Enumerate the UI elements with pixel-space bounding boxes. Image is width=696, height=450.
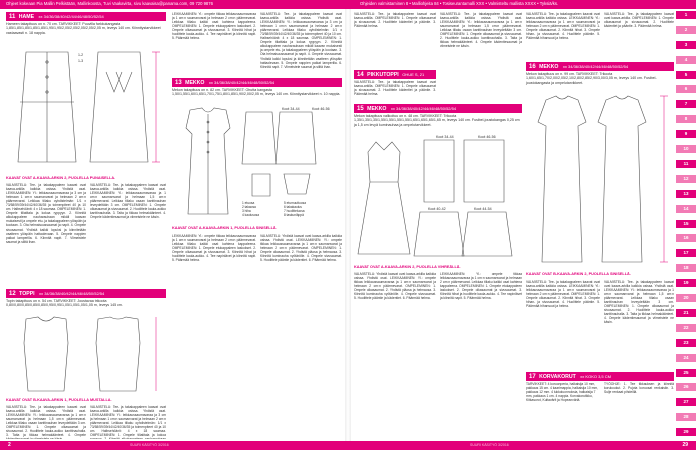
ruler-tab: 25 — [676, 369, 696, 377]
ruler-tab: 1 — [676, 11, 696, 19]
section-14-intro-text: VALMISTELU: Tee- ja takakappaleen kaavat ovat kaava-arkilla. OMPELEMINEN: 1. Ompele olkasaumat ja sivusaumat. 2. Huolittele kädentiet ja pääntie. 3. Päärmää helma. — [354, 12, 436, 29]
svg-text:Koot 44-54: Koot 44-54 — [474, 207, 492, 211]
section-title: PIKKUTOPPI — [367, 72, 399, 78]
section-13-intro-text: LEIKKAAMINEN: Yl.: ompele tikkaa leikkaussaumavaraa ja 1 cm:n saumanvarat ja helmaan 2 cm:n päärmevarat. Leikkaa tiliaku kaikki osat kahtena kappaleena. OMPELEMINEN: 1. Ompele etukappaleen laskokset. 2. Ompele olkasaumat ja sivusaumat. 3. Kiinnitä hihat ja huolittele kaula-aukko. 4. Tee napinlävet ja kiinnitä napit. 5. Päärmää helma. — [172, 12, 256, 41]
section-15-info: Mekon takapituus valikoituu on n. 48 cm. TARVIKKEET: Trikoota 1,35/1,35/1,35/1,55/1,55/1,55/1,55/1,65/1,65/1,65/1,65 m, leveys 140 cm. Fusibel-joustokangas 0,25 cm ja 1,5 cm levyä kuminauhaa ja ompelutarvikkeet. — [354, 114, 520, 127]
legend-item: 6 takakaulus — [284, 205, 302, 209]
legend-item: 8 taskunläppä — [284, 213, 304, 217]
section-16-figure — [526, 92, 674, 270]
section-16-text-col-1: VALMISTELU: Tee- ja takakappaleen kaavat ovat kaava-arkilla kaikkia osissa. LEIKKAAMINEN: Yl.: leikkaussaumavaraa ja 1 cm:n saumanvarat ja helmaan 2 cm:n päärmevarat. OMPELEMINEN: 1. Ompele olkasaumat. 2. Kiinnitä hihat. 3. Ompele hihan- ja sivusaumat. 4. Huolittele pääntie. 5. Päärmää hihansuut ja helma. — [526, 280, 600, 309]
ruler-tab: 29 — [676, 428, 696, 436]
ruler-tab: 12 — [676, 175, 696, 183]
section-number: 12 — [9, 291, 16, 297]
ruler-tab: 7 — [676, 100, 696, 108]
ruler-tab: 27 — [676, 398, 696, 406]
ruler-tab: 13 — [676, 190, 696, 198]
section-13-fold-label: KAAVAT OVAT A-KAAVA-ARKIN 1, PUOLELLA SINISELLÄ. — [172, 226, 277, 230]
ruler-tab: 5 — [676, 71, 696, 79]
section-size-code: OHUE S, 21 — [402, 72, 425, 77]
ruler-tab: 14 — [676, 205, 696, 213]
size-label: Koot 34-44 — [282, 107, 300, 111]
section-14-header — [354, 70, 436, 79]
footer-sub-left: SUURI KÄSITYÖ 3/2016 — [130, 443, 169, 447]
section-title: MEKKO — [185, 80, 205, 86]
section-17-info: TARVIKKEET: 4 koruonperia, halkaisija 10 mm, pakkaus 15 cm. 4 kaarimappia, halkaisija 10 mm, pakkaus 12 mm. 4 lukkoluonnoksia, halkaisija 7 mm, pakkaus 1 cm. 4 nappia. Korvakorutikku, Kitkasorot, Kultavärit ja Hopeanväriä. — [526, 382, 599, 403]
section-size-code: xx KOKO 3,5 CM — [580, 374, 611, 379]
ruler-tab: 3 — [676, 41, 696, 49]
section-number: 11 — [9, 14, 16, 20]
legend-item: 3 hiha — [242, 209, 251, 213]
section-14-text-col-2: VALMISTELU: Tee- ja takakappaleen kaavat ovat kaava-arkilla kaikkia osissa. Yhdistä osat. LEIKKAAMINEN: Yl.: leikkaussaumavaraa ja 1 cm:n saumanvarat ja helmaan 1,5 cm:n päärmevarat. Leikkaa tiliaku osaan kanttinauhan leveydeltään 3 cm. OMPELEMINEN: 1. Ompele olkasaumat ja sivusaumat. 2. Huolittele kaula-aukko kanttinauhalla. 3. Taita ja tikkaa helmakäänteet. 4. Ompele kädentiesaumat ja viimeistele ne käsin. — [440, 12, 522, 49]
section-15-fold-label: KAAVAT OVAT A-KAAVA-ARKIN 2, PUOLELLA VIHREÄLLÄ. — [354, 265, 461, 269]
svg-text:Koot 46-56: Koot 46-56 — [478, 135, 496, 139]
section-16-fold-label: KAAVAT OVAT B-KAAVA-ARKIN 2, PUOLELLA SINISELLÄ. — [526, 272, 631, 276]
ruler-tab: 15 — [676, 220, 696, 228]
svg-text:Koot 40-42: Koot 40-42 — [428, 207, 446, 211]
section-number: 13 — [175, 80, 182, 86]
ruler-tab: 20 — [676, 294, 696, 302]
section-12-info: Topin takapituus on n. 54 cm. TARVIKKEET: Joustavaa trikoota 0,80/0,80/0,85/0,85/0,85/0,95/0,95/1,05/1,05/1,05/1,05 m, leveys 145 cm. — [6, 299, 123, 308]
section-12-fold-label: KAAVAT OVAT B-KAAVA-ARKIN 1, PUOLELLA MUSTALLA. — [6, 398, 112, 402]
ruler-tab: 21 — [676, 309, 696, 317]
ruler-tab: 28 — [676, 413, 696, 421]
section-11-text-col-1: VALMISTELU: Tee- ja takakappaleen kaavat ovat kaava-arkilla kaikkia osissa. Yhdistä osat. LEIKKAAMINEN: Yl.: leikkaussaumavaraa ja 3 cm ja helmaan 1 cm:n saumanvarat ja helmaan 2 cm:n päärmevarat. Leikkaa tiliaku oyhdistelmän: 1/1 x 73/58/59/39/44/42/40/36/35 ja toimenpiteet 40 ja 10 cm. Halbsehöänit: 4 x 18 saumaa. OMPELEMINEN: 1. Ompele tiliatitala ja kokoa ryppyyn. 2. Kiinnitä alkukappaleen nauharauhaan mikäli kaavan mukaisesti ja ompele etu- ja takakappaleen ylöspäin ja kootaan. 3. Ota helmaisuussaumat ja napit. 4. Ompele sivusaumat. Yhdistä kaikki lopuksi ja kiinnitetään vaatteen ylöspäin hattaolevaan. 5. Ompele nappien paikat lamperilla. 6. Kiinnitä napit. 7. Viimeistele saumat ja silitä ihan. — [6, 183, 86, 244]
ruler-tab: 16 — [676, 234, 696, 242]
legend-item: 7 huolitteluosa — [284, 209, 305, 213]
section-16-header — [526, 62, 674, 71]
section-12-header — [6, 289, 166, 298]
section-17-header — [526, 372, 674, 381]
ruler-tab: 10 — [676, 145, 696, 153]
section-11-header — [6, 12, 166, 21]
page-header-bar — [0, 0, 696, 9]
legend-item: 1 etuosa — [242, 201, 255, 205]
section-13-info: Mekon takapituus on n. 82 cm. TARVIKKEET: Ohutta kangasta 1,50/1,55/1,60/1,65/1,70/1,75/1,80/1,85/1,90/2,00/2,05 m, leveys 140 cm. Kiinnitystarvikkeet n. 10 nappia. — [172, 88, 341, 97]
ruler-tab: 18 — [676, 264, 696, 272]
legend-item: 4 kaulusosa — [242, 213, 260, 217]
section-13-intro-text-2: VALMISTELU: Tee- ja takakappaleen kaavat ovat kaava-arkilla kaikkia osissa. Yhdistä osat. LEIKKAAMINEN: Yl.: leikkaussaumavaraa ja 3 cm ja helmaan 1 cm:n saumanvarat ja helmaan 2 cm:n päärmevarat. Leikkaa tiliaku oyhdistelmän: 1/1 x 73/58/59/39/44/42/40/36/35 ja toimenpiteet 40 ja 10 cm. Halbsehöänit: 4 x 18 saumaa. OMPELEMINEN: 1. Ompele tiliatitala ja kokoa ryppyyn. 2. Kiinnitä alkukappaleen nauharauhaan mikäli kaavan mukaisesti ja ompele etu- ja takakappaleen ylöspäin ja kootaan. 3. Ota helmaisuussaumat ja napit. 4. Ompele sivusaumat. Yhdistä kaikki lopuksi ja kiinnitetään vaatteen ylöspäin hattaolevaan. 5. Ompele nappien paikat lamperilla. 6. Kiinnitä napit. 7. Viimeistele saumat ja silitä ihan. — [260, 12, 342, 69]
section-12-text-col-2: VALMISTELU: Tee- ja takakappaleen kaavat ovat kaava-arkilla kaikkia osissa. Yhdistä osat. LEIKKAAMINEN: Yl.: leikkaussaumavaraa ja 3 cm ja helmaan 1 cm:n saumanvarat ja helmaan 2 cm:n päärmevarat. Leikkaa tiliaku oyhdistelmän: 1/1 x 73/58/59/39/44/42/40/36/35 ja toimenpiteet 40 ja 10 cm. Halbsehöänit: 4 x 18 saumaa. OMPELEMINEN: 1. Ompele tiliatitala ja kokoa — [90, 405, 166, 438]
svg-text:1-2: 1-2 — [78, 53, 84, 57]
section-size-code: xx 34/36/38/40/42/44/46/48/50/52/54 — [38, 14, 104, 19]
section-13-figure — [172, 104, 342, 224]
ruler-tab: 17 — [676, 249, 696, 257]
svg-text:1-3: 1-3 — [78, 59, 84, 63]
ruler-tab: 6 — [676, 85, 696, 93]
side-index-ruler — [676, 9, 696, 441]
header-right-text: Ohjeiden valmistaminen 8 • Malliohjeita 84 • Tosiseurantamalli XXX • Valmisteltu mallista XXXX • Tyksiä/ks. — [360, 1, 559, 6]
section-number: 14 — [357, 72, 364, 78]
section-size-code: xx 34/36/38/40/42/44/46/48/50/52/54 — [208, 80, 275, 85]
size-label: Koot 46-56 — [312, 107, 330, 111]
ruler-tab: 4 — [676, 56, 696, 64]
page-number-left: 2 — [8, 442, 11, 448]
section-title: HAME — [18, 14, 35, 20]
section-11-text-col-2: VALMISTELU: Tee- ja takakappaleen kaavat ovat kaava-arkilla kaikkia osissa. Yhdistä osat. LEIKKAAMINEN: Yl.: leikkaussaumavaraa ja 1 cm:n saumanvarat ja helmaan 1,5 cm:n päärmevarat. Leikkaa tiliaku osaan kanttinauhan leveydeltään 3 cm. OMPELEMINEN: 1. Ompele olkasaumat ja sivusaumat. 2. Huolittele kaula-aukko kanttinauhalla. 3. Taita ja tikkaa helmakäänteet. 4. Ompele kädentiesaumat ja viimeistele ne käsin. — [90, 183, 166, 220]
section-number: 16 — [529, 64, 536, 70]
ruler-tab: 9 — [676, 130, 696, 138]
section-title: KORVAKORUT — [539, 374, 576, 380]
section-16-intro-text: VALMISTELU: Tee- ja takakappaleen kaavat ovat kaava-arkilla kaikkia osissa. LEIKKAAMINEN: Yl.: leikkaussaumavaraa ja 1 cm:n saumanvarat ja helmaan 2 cm:n päärmevarat. OMPELEMINEN: 1. Ompele olkasaumat. 2. Kiinnitä hihat. 3. Ompele hihan- ja sivusaumat. 4. Huolittele pääntie. 5. Päärmää hihansuut ja helma. — [526, 12, 600, 41]
section-13-text-col-2: VALMISTELU: Yhdistä kaavat ovat kaava-arkilla kaikkia osissa. Yhdistä osat. LEIKKAAMINEN: Yl.: ompele tikkaa leikkaussaumavaraa ja 1 cm:n saumanvarat ja helmaan 2 cm:n päärmevarat. OMPELEMINEN: 1. Ompele olkasaumat. 2. Yhdistä yläosa ja helmaosa. 3. Kiinnitä kuminauha vyötärölle. 4. Ompele sivusaumat. 5. Huolittele pääntie ja kädentiet. 6. Päärmää helma. — [260, 234, 342, 263]
section-title: MEKKO — [367, 106, 387, 112]
section-16-info: Mekon takapituus on n. 99 cm. TARVIKKEET: Trikoota 1,60/1,65/1,70/2,00/2,05/2,10/2,80/2,85/2,90/3,00/3,05 m, leveys 140 cm. Fusibel-joustokangasta ja ompelutarvikkeet. — [526, 72, 657, 85]
ruler-tab: 22 — [676, 324, 696, 332]
ruler-tab: 2 — [676, 26, 696, 34]
legend-item: 5 etumuuttuosa — [284, 201, 306, 205]
ruler-tab: 24 — [676, 354, 696, 362]
section-number: 17 — [529, 374, 536, 380]
section-12-figure — [6, 313, 166, 397]
ruler-tab: 11 — [676, 160, 696, 168]
section-size-code: xx 34/36/38/40/42/44/46/48/50/52/54 — [562, 64, 629, 69]
section-11-info: Hameen takapituus on n. 70 cm. TARVIKKEET: Puuvilla farkkukangasta 1,85/1,85/1,85/1,85/1,85/1,95/1,95/2,05/2,05/2,05/2,05/2,05 m, leveys 140 cm. Kiinnitystarvikkeet vastaavasti n. 18 nappia. — [6, 22, 161, 35]
section-17-text: TYÖOHJE: 1. Tee tikkauksen ja kiinnitä korukoukut. 2. Pujota koruosat renkaisiin. 3. Sulje renkaat pihdeillä. — [604, 382, 674, 395]
section-title: MEKKO — [539, 64, 559, 70]
ruler-tab: 8 — [676, 115, 696, 123]
section-16-text-col-2: VALMISTELU: Tee- ja takakappaleen kaavat ovat kaava-arkilla kaikkia osissa. Yhdistä osat. LEIKKAAMINEN: Yl.: leikkaussaumavaraa ja 1 cm:n saumanvarat ja helmaan 1,5 cm:n päärmevarat. Leikkaa tiliaku osaan kanttinauhan leveydeltään 3 cm. OMPELEMINEN: 1. Ompele olkasaumat ja sivusaumat. 2. Huolittele kaula-aukko kanttinauhalla. 3. Taita ja tikkaa helmakäänteet. 4. Ompele kädentiesaumat ja viimeistele ne käsin. — [604, 280, 674, 325]
section-15-header — [354, 104, 522, 113]
section-title: TOPPI — [19, 291, 35, 297]
ruler-tab: 23 — [676, 339, 696, 347]
section-15-text-col-1: VALMISTELU: Yhdistä kaavat ovat kaava-arkilla kaikkia osissa. Yhdistä osat. LEIKKAAMINEN: Yl.: ompele tikkaa leikkaussaumavaraa ja 1 cm:n saumanvarat ja helmaan 2 cm:n päärmevarat. OMPELEMINEN: 1. Ompele olkasaumat. 2. Yhdistä yläosa ja helmaosa. 3. Kiinnitä kuminauha vyötärölle. 4. Ompele sivusaumat. 5. Huolittele pääntie ja kädentiet. 6. Päärmää helma. — [354, 272, 436, 301]
footer-sub-right: SUURI KÄSITYÖ 3/2016 — [470, 443, 509, 447]
legend-item: 2 takaosa — [242, 205, 256, 209]
page-footer-bar — [0, 441, 696, 450]
section-size-code: xx 34/36/38/40/42/44/46/48/50/52/54 — [390, 106, 457, 111]
section-14-text: VALMISTELU: Tee- ja takakappaleen kaavat ovat kaava-arkilla. OMPELEMINEN: 1. Ompele olkasaumat ja sivusaumat. 2. Huolittele kädentiet ja pääntie. 3. Päärmää helma. — [354, 80, 436, 97]
page-gutter — [345, 9, 351, 441]
section-number: 15 — [357, 106, 364, 112]
section-11-figure — [6, 42, 166, 174]
section-13-text-col-1: LEIKKAAMINEN: Yl.: ompele tikkaa leikkaussaumavaraa ja 1 cm:n saumanvarat ja helmaan 2 cm:n päärmevarat. Leikkaa tiliaku kaikki osat kahtena kappaleena. OMPELEMINEN: 1. Ompele etukappaleen laskokset. 2. Ompele olkasaumat ja sivusaumat. 3. Kiinnitä hihat ja huolittele kaula-aukko. 4. Tee napinlävet ja kiinnitä napit. 5. Päärmää helma. — [172, 234, 256, 263]
section-11-fold-label: KAAVAT OVAT A-KAAVA-ARKIN 2, PUOLELLA PUNAISELLA. — [6, 176, 116, 180]
section-13-header — [172, 78, 342, 87]
ruler-tab: 26 — [676, 383, 696, 391]
svg-text:Koot 34-44: Koot 34-44 — [436, 135, 454, 139]
page-number-right: 29 — [682, 442, 688, 448]
header-left-text: Ohjeet kokeaan Pia Mallin Pelkistään, Mallinkoosta, Tuvi Vaakavirta, sivu kaavaisa@panama.com, 09 720 9876 — [6, 1, 213, 6]
section-15-figure — [354, 132, 522, 264]
section-15-text-col-2: LEIKKAAMINEN: Yl.: ompele tikkaa leikkaussaumavaraa ja 1 cm:n saumanvarat ja helmaan 2 cm:n päärmevarat. Leikkaa tiliaku kaikki osat kahtena kappaleena. OMPELEMINEN: 1. Ompele etukappaleen laskokset. 2. Ompele olkasaumat ja sivusaumat. 3. Kiinnitä hihat ja huolittele kaula-aukko. 4. Tee napinlävet ja kiinnitä napit. 5. Päärmää helma. — [440, 272, 522, 301]
ruler-tab: 19 — [676, 279, 696, 287]
section-12-text-col-1: VALMISTELU: Tee- ja takakappaleen kaavat ovat kaava-arkilla kaikkia osissa. Yhdistä osat. LEIKKAAMINEN: Yl.: leikkaussaumavaraa ja 1 cm:n saumanvarat ja helmaan 1,5 cm:n päärmevarat. Leikkaa tiliaku osaan kanttinauhan leveydeltään 3 cm. OMPELEMINEN: 1. Ompele olkasaumat ja sivusaumat. 2. Huolittele kaula-aukko kanttinauhalla. 3. Taita ja tikkaa helmakäänteet. 4. Ompele — [6, 405, 86, 438]
section-size-code: xx 34/36/38/40/42/44/46/48/50/52/54 — [39, 291, 105, 296]
section-16-intro-text-2: VALMISTELU: Tee- ja takakappaleen kaavat ovat kaava-arkilla. OMPELEMINEN: 1. Ompele olkasaumat ja sivusaumat. 2. Huolittele kädentiet ja pääntie. 3. Päärmää helma. — [604, 12, 674, 29]
